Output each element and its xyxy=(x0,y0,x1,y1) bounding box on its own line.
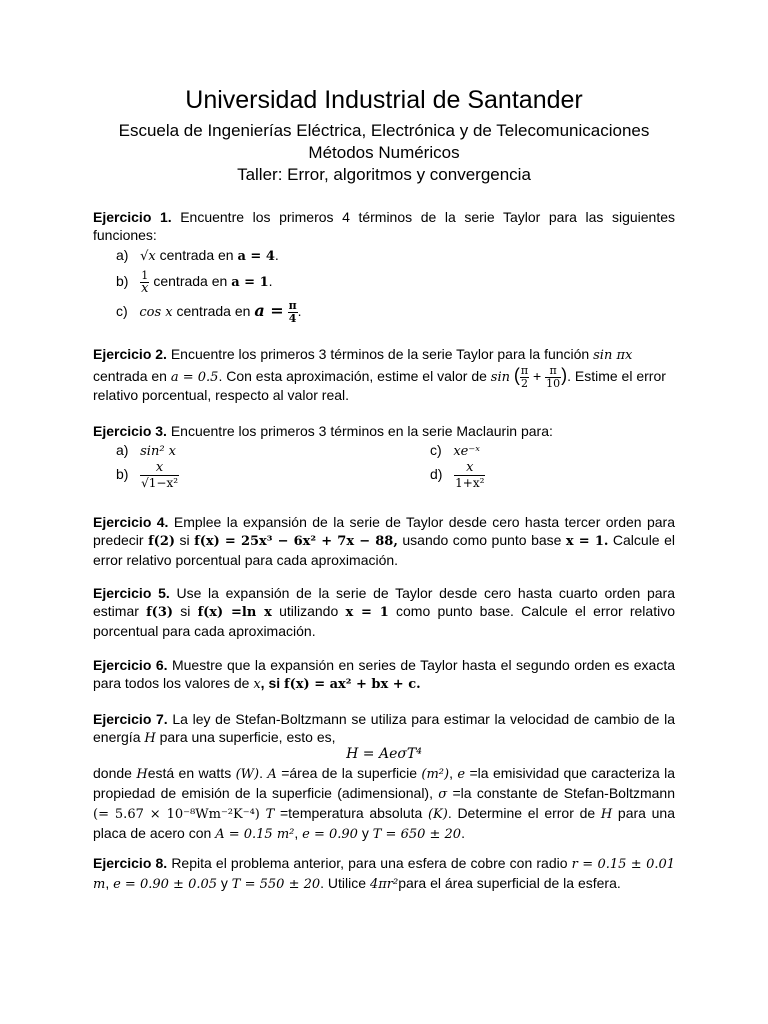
exercise-2-line2: centrada en a = 0.5. Con esta aproximación, estime el valor de sin ( $\frac{\pi}{2}$ + $\frac{\pi}{10}$ ). Estime el error xyxy=(93,363,666,390)
exercise-1-label: Ejercicio 1. xyxy=(93,209,172,225)
exercise-1-item-a: a) √x centrada en a = 4. xyxy=(116,247,279,264)
exercise-3-item-a: a) sin² x xyxy=(116,442,177,459)
exercise-1-text: Encuentre los primeros 4 términos de la serie Taylor para las siguientes funciones: xyxy=(93,209,676,243)
exercise-2: Ejercicio 2. Encuentre los primeros 3 términos de la serie Taylor para la función sin πx xyxy=(93,346,633,363)
course-subtitle: Métodos Numéricos xyxy=(308,143,460,162)
exercise-4-label: Ejercicio 4. xyxy=(93,514,169,530)
exercise-5: Ejercicio 5. Use la expansión de la serie de Taylor desde cero hasta cuarto orden para estimar f(3) si f(x) =ln x utilizando x = 1 como punto base. Calcule el error relativo porcentual para cada aproximación. xyxy=(93,585,676,639)
exercise-1 xyxy=(93,208,675,244)
exercise-6: Ejercicio 6. Muestre que la expansión en series de Taylor hasta el segundo orden es exacta para todos los valores de x, si f(x) = ax² + bx + c. xyxy=(93,657,675,692)
exercise-3-item-b: b) $\frac{x}{\text{√1−x²}}$ xyxy=(116,459,179,490)
university-title: Universidad Industrial de Santander xyxy=(185,86,583,114)
exercise-7-label: Ejercicio 7. xyxy=(93,711,168,727)
school-subtitle: Escuela de Ingenierías Eléctrica, Electrónica y de Telecomunicaciones xyxy=(118,121,650,140)
exercise-3: Ejercicio 3. Encuentre los primeros 3 términos en la serie Maclaurin para: xyxy=(93,423,553,439)
workshop-subtitle: Taller: Error, algoritmos y convergencia xyxy=(237,165,531,184)
exercise-1-item-b: b) $\frac{1}{x}$ centrada en a = 1. xyxy=(116,268,273,296)
exercise-3-label: Ejercicio 3. xyxy=(93,423,167,439)
exercise-6-label: Ejercicio 6. xyxy=(93,657,168,673)
exercise-2-line3: relativo porcentual, respecto al valor real. xyxy=(93,387,350,403)
exercise-7-intro: Ejercicio 7. La ley de Stefan-Boltzmann se utiliza para estimar la velocidad de cambio de la energía H para una superficie, esto es, xyxy=(93,711,676,746)
exercise-7-equation: H = AeσT⁴ xyxy=(346,746,422,762)
exercise-8: Ejercicio 8. Repita el problema anterior, para una esfera de cobre con radio r = 0.15 ± 0.01 m, e = 0.90 ± 0.05 y T = 550 ± 20. Utilice 4πr²para el área superficial de la esfera. xyxy=(93,855,676,892)
exercise-2-label: Ejercicio 2. xyxy=(93,346,167,362)
exercise-3-item-c: c) xe⁻ˣ xyxy=(430,442,480,459)
exercise-4: Ejercicio 4. Emplee la expansión de la serie de Taylor desde cero hasta tercer orden para predecir f(2) si f(x) = 25x³ − 6x² + 7x − 88, usando como punto base x = 1. Calcule el error relativo porcentual para cada aproximación. xyxy=(93,514,675,568)
exercise-7-body: donde Hestá en watts (W). A =área de la superficie (m²), e =la emisividad que caracteriza la propiedad de emisión de la superficie (adimensional), σ =la constante de Stefan-Boltzmann (= 5.67 × 10⁻⁸Wm⁻²K⁻⁴) T =temperatura absoluta (K). Determine el error de H para una placa de acero con A = 0.15 m², e = 0.90 y T = 650 ± 20. xyxy=(93,765,676,842)
exercise-5-label: Ejercicio 5. xyxy=(93,585,170,601)
exercise-8-label: Ejercicio 8. xyxy=(93,855,168,871)
exercise-3-item-d: d) $\frac{x}{\text{1+x²}}$ xyxy=(430,459,485,490)
exercise-1-item-c: c) cos x centrada en a = $\frac{\pi}{4}$ . xyxy=(116,298,302,325)
